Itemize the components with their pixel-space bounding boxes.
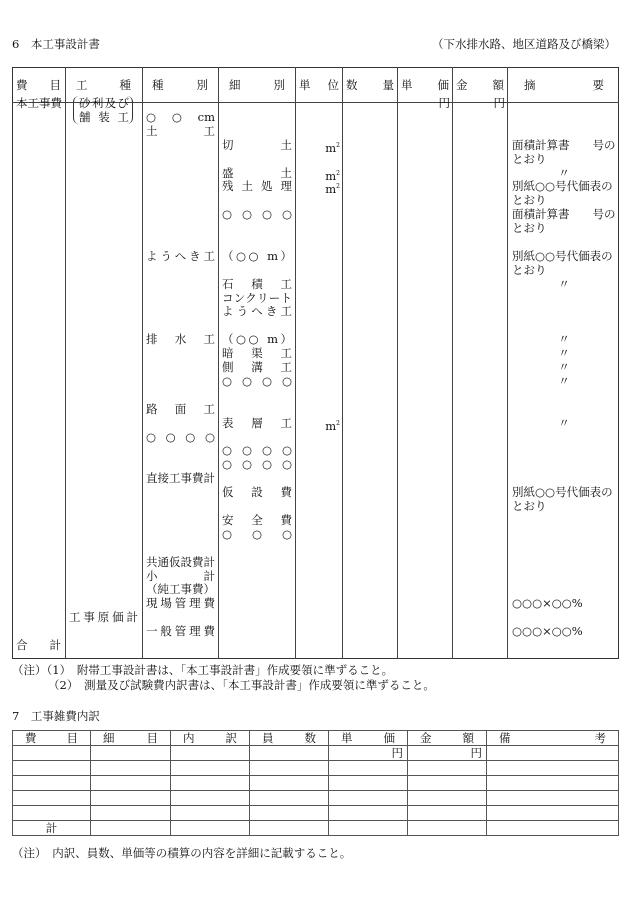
detail-item: （○○ m）: [222, 249, 292, 263]
table-row: [13, 776, 619, 791]
remark-ditto: 〃: [558, 277, 570, 291]
detail-item: ○○○○: [222, 443, 292, 457]
category-item: ○ ○ cm: [146, 110, 215, 124]
header-cost-item: 費目: [13, 731, 91, 746]
detail-item: 表層工: [222, 416, 292, 430]
unit-price-yen: 円: [438, 96, 450, 110]
remark-ditto: 〃: [558, 416, 570, 430]
category-item: 共通仮設費計: [146, 555, 215, 569]
detail-item: 安全費: [222, 513, 292, 527]
detail-item: 石積工: [222, 277, 292, 291]
detail-item: 切土: [222, 138, 292, 152]
detail-item: 側溝工: [222, 360, 292, 374]
cost-item-total: 合計: [16, 638, 61, 652]
remark: とおり: [512, 152, 547, 166]
note-2: （2） 測量及び試験費内訳書は、「本工事設計書」作成要領に準ずること。: [48, 678, 435, 692]
remark: 面積計算書 号の: [512, 207, 616, 221]
remark: ○○○×○○%: [512, 624, 583, 638]
work-type-cost-total: 工事原価計: [69, 610, 138, 624]
header-amount: 金額: [408, 731, 487, 746]
table-row: [13, 746, 619, 761]
remark: ○○○×○○%: [512, 596, 583, 610]
unit-value: $m^2$: [325, 169, 340, 183]
category-item: 一般管理費: [146, 624, 215, 638]
detail-item: 盛土: [222, 166, 292, 180]
header-unit-price: 単価: [329, 731, 408, 746]
detail-item: 仮設費: [222, 485, 292, 499]
cost-item-main: 本工事費: [16, 96, 62, 110]
remark: とおり: [512, 193, 547, 207]
table-total-row: [13, 821, 619, 836]
header-category: 種別: [152, 78, 208, 92]
header-sub-item: 細目: [91, 731, 171, 746]
detail-item: 暗渠工: [222, 346, 292, 360]
category-item: ようへき工: [146, 249, 215, 263]
note-1: （注）（1） 附帯工事設計書は、「本工事設計書」作成要領に準ずること。: [12, 663, 394, 677]
remark-ditto: 〃: [558, 332, 570, 346]
category-item: （純工事費）: [146, 582, 215, 596]
table-row: [13, 806, 619, 821]
header-unit-price: 単価: [401, 78, 449, 92]
total-label: 計: [13, 821, 91, 836]
category-item: 土工: [146, 124, 215, 138]
header-breakdown: 内訳: [171, 731, 250, 746]
remark-ditto: 〃: [558, 374, 570, 388]
header-work-type: 工種: [76, 78, 131, 92]
detail-item: ○○○○: [222, 374, 292, 388]
table-header-row: [13, 731, 619, 746]
section-7-note: （注） 内訳、員数、単価等の積算の内容を詳細に記載すること。: [12, 846, 352, 860]
header-quantity: 数量: [346, 78, 394, 92]
work-type-line1: 砂利及び: [79, 96, 129, 110]
remark: 別紙○○号代価表の: [512, 249, 613, 263]
remark: とおり: [512, 221, 547, 235]
category-item: 排水工: [146, 332, 215, 346]
remark-ditto: 〃: [558, 346, 570, 360]
detail-item: ○ ○ ○: [222, 527, 292, 541]
category-item: 現場管理費: [146, 596, 215, 610]
amount-yen: 円: [408, 746, 487, 761]
section-6-title: 6 本工事設計書: [12, 37, 100, 51]
remark: 別紙○○号代価表の: [512, 179, 613, 193]
unit-value: $m^2$: [325, 419, 340, 433]
work-type-line2: 舗装工: [79, 110, 129, 124]
category-item: 小計: [146, 569, 215, 583]
section-6-subtitle: （下水排水路、地区道路及び橋梁）: [432, 37, 616, 51]
header-remarks: 摘要: [524, 78, 604, 92]
detail-item: （○○ m）: [222, 332, 292, 346]
category-item: 路面工: [146, 402, 215, 416]
detail-item: 残土処理: [222, 179, 292, 193]
table-row: [13, 761, 619, 776]
unit-value: $m^2$: [325, 141, 340, 155]
header-notes: 備考: [487, 731, 619, 746]
header-amount: 金額: [456, 78, 504, 92]
detail-item: コンクリート: [222, 291, 292, 305]
header-detail: 細別: [229, 78, 285, 92]
misc-cost-table: [12, 730, 619, 836]
remark: 面積計算書 号の: [512, 138, 616, 152]
remark-ditto: 〃: [558, 360, 570, 374]
amount-yen: 円: [493, 96, 505, 110]
remark: とおり: [512, 499, 547, 513]
remark: 別紙○○号代価表の: [512, 485, 613, 499]
remark: とおり: [512, 263, 547, 277]
detail-item: ようへき工: [222, 304, 292, 318]
detail-item: ○○○○: [222, 457, 292, 471]
header-count: 員数: [250, 731, 329, 746]
section-7-title: 7 工事雑費内訳: [12, 709, 100, 723]
detail-item: ○○○○: [222, 207, 292, 221]
header-cost-item: 費目: [16, 78, 61, 92]
header-unit: 単位: [299, 78, 339, 92]
remark-ditto: 〃: [558, 166, 570, 180]
category-item: 直接工事費計: [146, 471, 215, 485]
unit-value: $m^2$: [325, 182, 340, 196]
unit-price-yen: 円: [329, 746, 408, 761]
category-item: ○○○○: [146, 430, 215, 444]
table-row: [13, 791, 619, 806]
